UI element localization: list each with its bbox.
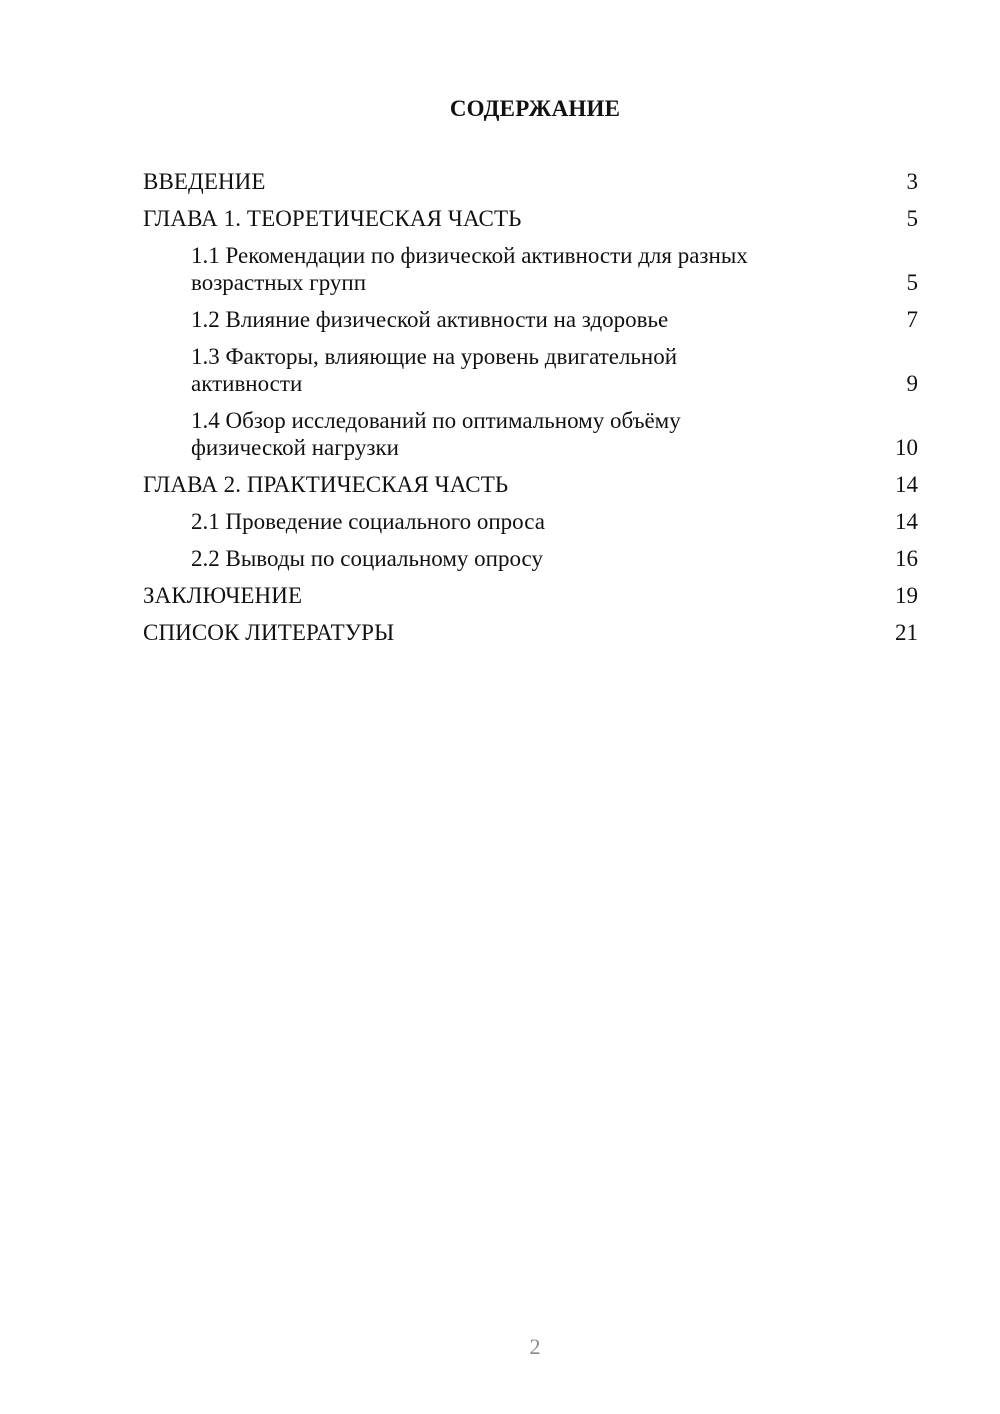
- toc-entry-introduction[interactable]: [143, 168, 918, 195]
- toc-entry-section-1-2[interactable]: [143, 306, 918, 333]
- toc-entry-text: СПИСОК ЛИТЕРАТУРЫ: [143, 620, 395, 645]
- toc-entry-section-2-2[interactable]: [143, 545, 918, 572]
- toc-entry-section-1-4[interactable]: [143, 407, 918, 461]
- toc-entry-chapter-2[interactable]: [143, 471, 918, 498]
- toc-entry-section-1-3[interactable]: [143, 343, 918, 397]
- toc-entry-chapter-1[interactable]: [143, 205, 918, 232]
- toc-entry-text: 1.3 Факторы, влияющие на уровень двигательной активности: [191, 344, 678, 396]
- toc-entry-page: 21: [895, 620, 918, 645]
- toc-entry-section-1-1[interactable]: [143, 242, 918, 296]
- toc-entry-page: 19: [895, 583, 918, 608]
- toc-entry-text: 1.4 Обзор исследований по оптимальному объёму физической нагрузки: [191, 408, 681, 460]
- toc-entry-conclusion[interactable]: [143, 582, 918, 609]
- table-of-contents: [143, 168, 918, 656]
- toc-entry-page: 9: [906, 371, 918, 396]
- toc-entry-text: ВВЕДЕНИЕ: [143, 169, 266, 194]
- toc-entry-page: 3: [906, 169, 918, 194]
- toc-entry-page: 14: [895, 509, 918, 534]
- toc-entry-text: 2.1 Проведение социального опроса: [191, 509, 545, 534]
- toc-entry-page: 14: [895, 472, 918, 497]
- toc-entry-text: 1.1 Рекомендации по физической активности для разных возрастных групп: [191, 243, 748, 295]
- toc-entry-page: 7: [906, 307, 918, 332]
- toc-entry-page: 5: [906, 206, 918, 231]
- toc-entry-text: 1.2 Влияние физической активности на здоровье: [191, 307, 669, 332]
- toc-entry-text: ЗАКЛЮЧЕНИЕ: [143, 583, 303, 608]
- toc-entry-text: ГЛАВА 2. ПРАКТИЧЕСКАЯ ЧАСТЬ: [143, 472, 509, 497]
- toc-entry-page: 16: [895, 546, 918, 571]
- toc-entry-text: ГЛАВА 1. ТЕОРЕТИЧЕСКАЯ ЧАСТЬ: [143, 206, 522, 231]
- toc-entry-text: 2.2 Выводы по социальному опросу: [191, 546, 543, 571]
- toc-entry-page: 5: [906, 270, 918, 295]
- toc-entry-section-2-1[interactable]: [143, 508, 918, 535]
- page-title: СОДЕРЖАНИЕ: [449, 96, 621, 121]
- toc-entry-page: 10: [895, 435, 918, 460]
- toc-entry-references[interactable]: [143, 619, 918, 646]
- page-number: 2: [529, 1334, 541, 1359]
